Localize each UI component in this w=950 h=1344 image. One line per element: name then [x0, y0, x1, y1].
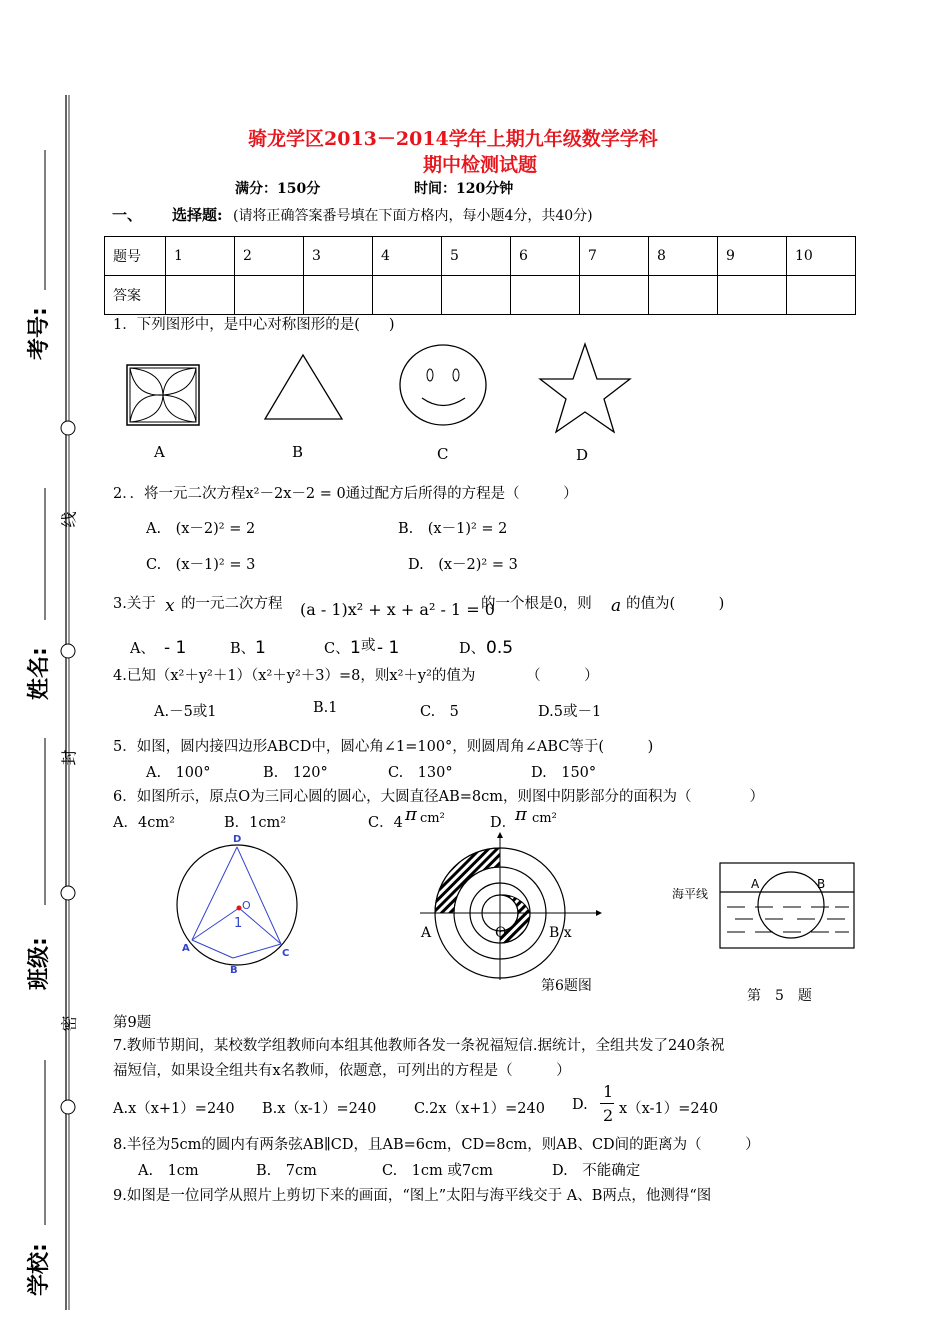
triangle-figure [265, 355, 342, 419]
answer-cell[interactable] [235, 276, 304, 315]
q1-label-d: D [576, 446, 589, 464]
exam-title: 骑龙学区2013－2014学年上期九年级数学学科 [248, 128, 658, 150]
question-9: 9.如图是一位同学从照片上剪切下来的画面，“图上”太阳与海平线交于 A、B两点，他测得“图 [113, 1188, 712, 1204]
answer-row [105, 276, 856, 315]
section-instruction: (请将正确答案番号填在下面方格内，每小题4分，共40分) [233, 208, 593, 224]
q3-mid: 的一元二次方程 [181, 596, 283, 612]
q4-option-b: B.1 [313, 700, 338, 716]
q2-option-c: C. (x－1)² = 3 [146, 557, 256, 573]
star-figure [540, 344, 630, 432]
smiley-figure [400, 345, 486, 425]
q3-suffix: 的一个根是0，则 [481, 596, 592, 612]
q5-option-d: D. 150° [531, 765, 597, 781]
seal-char-secret: 密 [59, 1015, 79, 1032]
question-number: 8 [649, 237, 718, 276]
q3-option-c-value1: 1 [350, 638, 361, 658]
q3-prefix: 3.关于 [113, 596, 156, 612]
q6-option-c: C．4 [368, 815, 403, 831]
q3-option-a-label: A、 [130, 641, 155, 657]
fig9-label-c: C [282, 948, 290, 959]
name-label: 姓名: [27, 647, 52, 700]
q7-option-b: B.x（x-1）=240 [262, 1101, 377, 1117]
fig5-label-b: B [817, 877, 826, 891]
q3-option-b-label: B、 [230, 641, 256, 657]
question-number: 10 [787, 237, 856, 276]
exam-number-label: 考号: [27, 307, 52, 360]
question-4: 4.已知（x²＋y²＋1）（x²＋y²＋3）=8，则x²＋y²的值为 （ ） [113, 668, 599, 684]
question-number: 1 [166, 237, 235, 276]
fig9-label-d: D [233, 834, 242, 845]
q6-option-c-unit: cm² [420, 811, 445, 826]
question-2: 2．．将一元二次方程x²－2x－2 = 0通过配方后所得的方程是（ ） [113, 486, 578, 502]
q3-option-a-value: - 1 [164, 638, 187, 658]
question-7-line2: 福短信，如果设全组共有x名教师，依题意，可列出的方程是（ ） [113, 1063, 571, 1079]
fig9-label-o: O [242, 899, 251, 912]
q2-option-d: D. (x－2)² = 3 [408, 557, 518, 573]
question-8: 8.半径为5cm的圆内有两条弦AB∥CD，且AB=6cm，CD=8cm，则AB、CD间的距离为（ ） [113, 1137, 760, 1153]
q3-option-c-value2: - 1 [377, 638, 400, 658]
question-number: 7 [580, 237, 649, 276]
answer-cell[interactable] [166, 276, 235, 315]
fig9-label-a: A [182, 943, 190, 954]
question-5: 5．如图，圆内接四边形ABCD中，圆心角∠1=100°，则圆周角∠ABC等于( ) [113, 739, 654, 755]
q1-figures [110, 335, 650, 435]
square-petal-figure [127, 365, 199, 425]
q7-option-d-rest: x（x-1）=240 [619, 1101, 719, 1117]
q5-option-a: A. 100° [146, 765, 211, 781]
q7-fraction-bar [600, 1103, 614, 1104]
q1-label-c: C [437, 445, 449, 463]
q4-option-a: A.－5或1 [154, 704, 217, 720]
class-label: 班级: [27, 937, 52, 990]
q8-option-b: B. 7cm [256, 1163, 317, 1179]
question-number: 9 [718, 237, 787, 276]
fig5-caption: 第 5 题 [747, 988, 812, 1004]
q7-option-d-denominator: 2 [603, 1106, 614, 1125]
q5-option-b: B. 120° [263, 765, 328, 781]
q7-option-c: C.2x（x+1）=240 [414, 1101, 545, 1117]
fig6-label-a: A [421, 925, 432, 941]
question-number: 2 [235, 237, 304, 276]
question-number-row [105, 237, 856, 276]
question-number: 6 [511, 237, 580, 276]
answer-cell[interactable] [442, 276, 511, 315]
q3-equation: (a - 1)x² + x + a² - 1 = 0 [300, 600, 495, 619]
section-number: 一、 [112, 206, 143, 224]
full-score: 满分：150分 [235, 181, 321, 197]
answer-cell[interactable] [373, 276, 442, 315]
question-number: 3 [304, 237, 373, 276]
q7-option-d-numerator: 1 [603, 1082, 614, 1101]
figure-6-concentric [412, 830, 612, 980]
q1-label-a: A [154, 443, 165, 461]
seal-char-line: 线 [59, 511, 79, 528]
q2-option-a: A. (x－2)² = 2 [146, 521, 256, 537]
question-1: 1．下列图形中，是中心对称图形的是( ) [113, 317, 395, 333]
q5-option-c: C. 130° [388, 765, 453, 781]
q6-option-d-unit: cm² [532, 811, 557, 826]
answer-cell[interactable] [787, 276, 856, 315]
fig5-label-a: A [751, 877, 760, 891]
q3-option-c-label: C、 [324, 641, 350, 657]
answer-cell[interactable] [649, 276, 718, 315]
fig5-horizon-label: 海平线 [672, 887, 709, 901]
q6-option-c-pi: π [405, 804, 417, 825]
q4-option-d: D.5或－1 [538, 704, 602, 720]
answer-cell[interactable] [580, 276, 649, 315]
q3-option-d-value: 0.5 [486, 638, 514, 658]
question-6: 6．如图所示，原点O为三同心圆的圆心，大圆直径AB=8cm，则图中阴影部分的面积为（ ） [113, 789, 764, 805]
q3-option-b-value: 1 [255, 638, 266, 658]
q6-option-d-pi: π [515, 804, 527, 825]
fig9-label-1: 1 [234, 916, 243, 931]
row-header: 答案 [105, 276, 166, 315]
answer-cell[interactable] [304, 276, 373, 315]
q3-var-x: x [165, 596, 175, 616]
question-number: 4 [373, 237, 442, 276]
q3-var-a: a [611, 596, 622, 616]
q2-option-b: B. (x－1)² = 2 [398, 521, 508, 537]
question-number: 5 [442, 237, 511, 276]
q4-option-c: C. 5 [420, 704, 459, 720]
fig6-label-bx: B x [549, 925, 572, 941]
q6-option-a: A．4cm² [113, 815, 175, 831]
answer-table [104, 236, 856, 315]
q3-end: 的值为( ) [626, 596, 725, 612]
fig9-caption: 第9题 [113, 1015, 152, 1031]
school-label: 学校: [27, 1243, 52, 1296]
seal-char-seal: 封 [59, 749, 79, 766]
q7-option-d-label: D. [572, 1097, 588, 1113]
q8-option-a: A. 1cm [138, 1163, 199, 1179]
q6-option-b: B．1cm² [224, 815, 287, 831]
fig6-caption: 第6题图 [541, 978, 592, 994]
q3-option-c-or: 或 [361, 638, 376, 654]
row-header: 题号 [105, 237, 166, 276]
question-7-line1: 7.教师节期间，某校数学组教师向本组其他教师各发一条祝福短信.据统计，全组共发了240条祝 [113, 1038, 725, 1054]
q3-option-d-label: D、 [459, 641, 486, 657]
q8-option-c: C. 1cm 或7cm [382, 1163, 493, 1179]
fig9-label-b: B [230, 965, 238, 976]
fig6-label-o: O [495, 925, 507, 941]
exam-subtitle: 期中检测试题 [423, 154, 538, 176]
q7-option-a: A.x（x+1）=240 [113, 1101, 235, 1117]
q6-option-d: D． [490, 815, 517, 831]
answer-cell[interactable] [511, 276, 580, 315]
answer-cell[interactable] [718, 276, 787, 315]
section-label: 选择题: [172, 206, 223, 224]
figure-5-sea [715, 855, 860, 955]
q1-label-b: B [292, 443, 304, 461]
exam-time: 时间：120分钟 [414, 181, 514, 197]
q8-option-d: D. 不能确定 [552, 1163, 641, 1179]
